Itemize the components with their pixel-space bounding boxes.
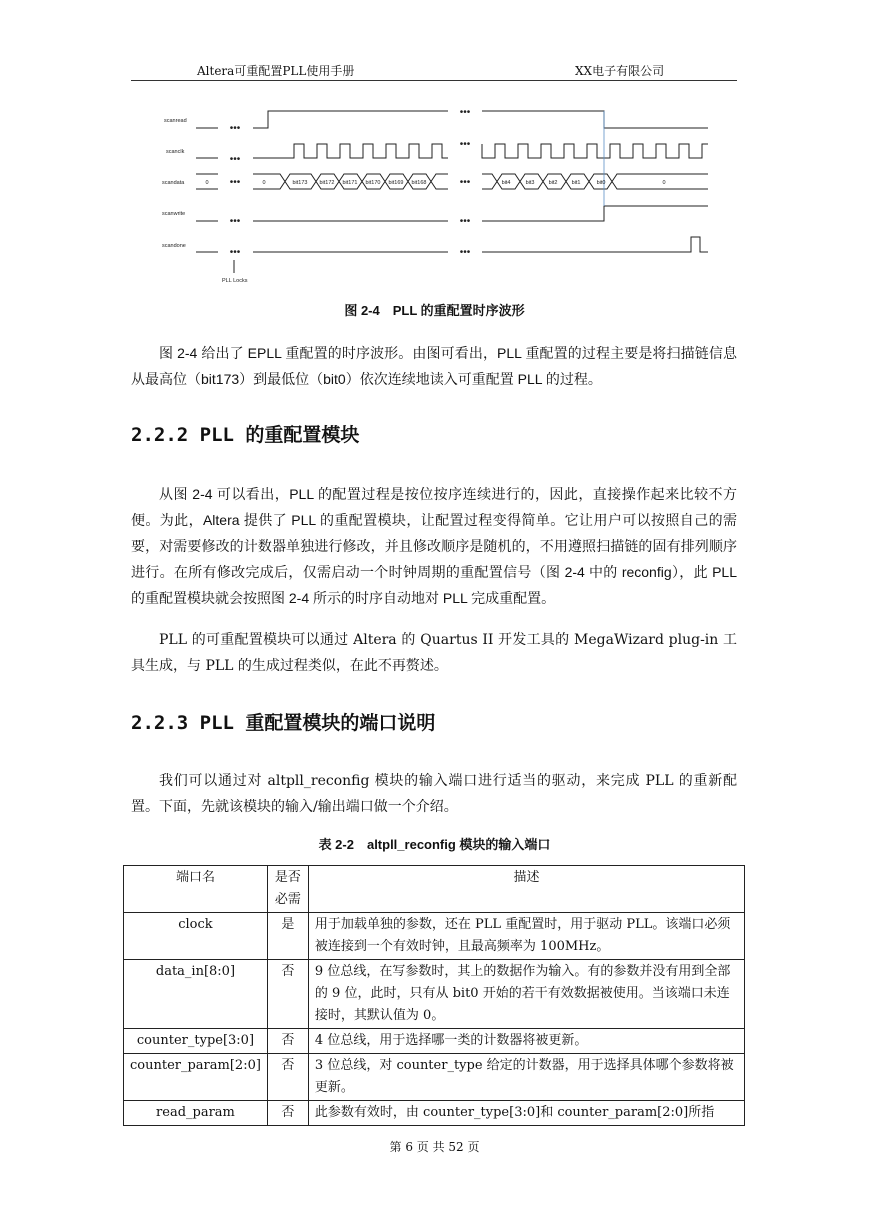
table-row	[124, 1054, 745, 1101]
ellipsis: •••	[459, 177, 471, 188]
bus-value: bit1	[571, 180, 581, 186]
ellipsis: •••	[459, 247, 471, 258]
description-cell: 4 位总线，用于选择哪一类的计数器将被更新。	[308, 1029, 744, 1054]
bus-value: bit170	[365, 180, 381, 186]
column-header-description: 描述	[308, 866, 744, 913]
ellipsis: •••	[229, 216, 241, 227]
column-header-port-name: 端口名	[124, 866, 268, 913]
description-cell: 用于加载单独的参数，还在 PLL 重配置时，用于驱动 PLL。该端口必须被连接到一个有效时钟，且最高频率为 100MHz。	[308, 913, 744, 960]
page-header	[131, 60, 737, 81]
bus-value: bit172	[319, 180, 335, 186]
ellipsis: •••	[229, 154, 241, 165]
column-header-required: 是否必需	[267, 866, 308, 913]
input-ports-table	[123, 865, 745, 1126]
ellipsis: •••	[459, 107, 471, 118]
header-company: XX电子有限公司	[575, 64, 665, 78]
port-name-cell: clock	[124, 913, 268, 960]
pll-locks-label: PLL Locks	[222, 278, 248, 284]
signal-label: scandata	[162, 180, 185, 186]
bus-value: 0	[262, 180, 266, 186]
bus-value: bit169	[388, 180, 404, 186]
table-row	[124, 960, 745, 1029]
required-cell: 否	[267, 1054, 308, 1101]
bus-value: bit168	[411, 180, 427, 186]
required-cell: 否	[267, 1101, 308, 1126]
signal-label: scanwrite	[162, 211, 186, 217]
figure-caption: 图 2-4 PLL 的重配置时序波形	[344, 303, 525, 318]
bus-value: bit3	[525, 180, 535, 186]
signal-label: scandone	[162, 243, 186, 249]
table-header-row	[124, 866, 745, 913]
port-name-cell: counter_type[3:0]	[124, 1029, 268, 1054]
section-heading-2-2-2: 2.2.2 PLL 的重配置模块	[131, 424, 360, 446]
signal-label: scanclk	[166, 149, 185, 155]
signal-label: scanread	[164, 118, 187, 124]
paragraph-reconfig-module: 从图 2-4 可以看出，PLL 的配置过程是按位按序连续进行的，因此，直接操作起来比较不方便。为此，Altera 提供了 PLL 的重配置模块，让配置过程变得简单。它让用户可以按照自己的需要，对需要修改的计数器单独进行修改，并且修改顺序是随机的，不用遵照扫描链的固有排列顺序进行。在所有修改完成后，仅需启动一个时钟周期的重配置信号（图 2-4 中的 reconfig），此 PLL 的重配置模块就会按照图 2-4 所示的时序自动地对 PLL 完成重配置。	[131, 486, 737, 606]
paragraph-figure-description: 图 2-4 给出了 EPLL 重配置的时序波形。由图可看出，PLL 重配置的过程主要是将扫描链信息从最高位（bit173）到最低位（bit0）依次连续地读入可重配置 PLL 的过程。	[131, 345, 737, 387]
table-row	[124, 913, 745, 960]
timing-diagram	[156, 100, 716, 290]
table-row	[124, 1101, 745, 1126]
description-cell: 9 位总线，在写参数时，其上的数据作为输入。有的参数并没有用到全部的 9 位，此时，只有从 bit0 开始的若干有效数据被使用。当该端口未连接时，其默认值为 0。	[308, 960, 744, 1029]
page-footer: 第 6 页 共 52 页	[389, 1140, 480, 1154]
ellipsis: •••	[229, 177, 241, 188]
bus-value: 0	[662, 180, 666, 186]
description-cell: 此参数有效时，由 counter_type[3:0]和 counter_param[2:0]所指	[308, 1101, 744, 1126]
bus-value: bit4	[501, 180, 511, 186]
bus-value: bit0	[596, 180, 606, 186]
table-caption: 表 2-2 altpll_reconfig 模块的输入端口	[318, 837, 551, 852]
header-title: Altera可重配置PLL使用手册	[197, 64, 355, 78]
required-cell: 否	[267, 1029, 308, 1054]
port-name-cell: data_in[8:0]	[124, 960, 268, 1029]
paragraph-port-intro: 我们可以通过对 altpll_reconfig 模块的输入端口进行适当的驱动，来完成 PLL 的重新配置。下面，先就该模块的输入/输出端口做一个介绍。	[131, 773, 737, 815]
bus-value: bit171	[342, 180, 358, 186]
bus-value: bit2	[548, 180, 558, 186]
port-name-cell: read_param	[124, 1101, 268, 1126]
ellipsis: •••	[229, 123, 241, 134]
required-cell: 是	[267, 913, 308, 960]
bus-value: 0	[205, 180, 209, 186]
port-name-cell: counter_param[2:0]	[124, 1054, 268, 1101]
ellipsis: •••	[459, 216, 471, 227]
description-cell: 3 位总线，对 counter_type 给定的计数器，用于选择具体哪个参数将被更新。	[308, 1054, 744, 1101]
required-cell: 否	[267, 960, 308, 1029]
table-row	[124, 1029, 745, 1054]
ellipsis: •••	[229, 247, 241, 258]
paragraph-megawizard: PLL 的可重配置模块可以通过 Altera 的 Quartus II 开发工具的 MegaWizard plug-in 工具生成，与 PLL 的生成过程类似，在此不再赘述。	[131, 632, 737, 674]
section-heading-2-2-3: 2.2.3 PLL 重配置模块的端口说明	[131, 712, 436, 734]
bus-value: bit173	[292, 180, 308, 186]
ellipsis: •••	[459, 139, 471, 150]
